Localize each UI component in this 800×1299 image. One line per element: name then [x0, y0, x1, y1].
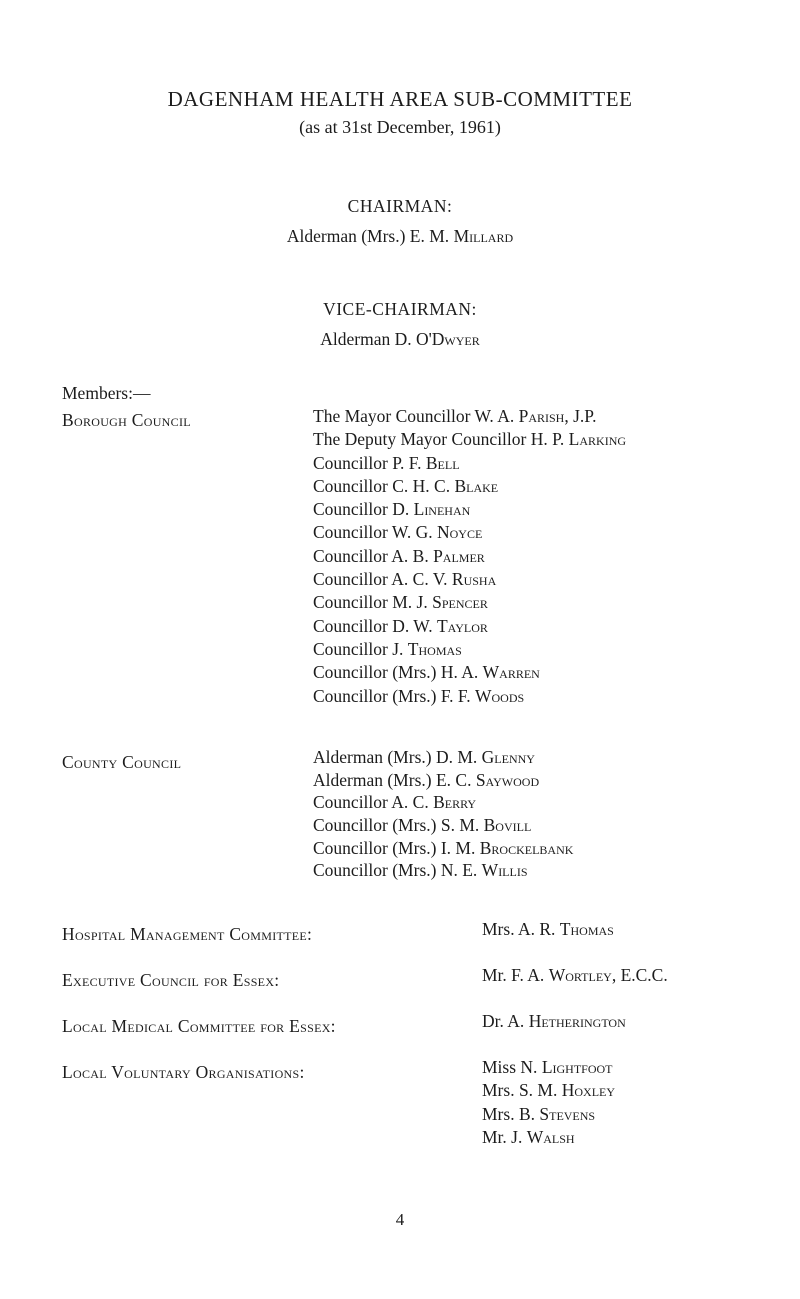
- member-entry: [313, 746, 573, 769]
- member-prefix: Councillor (Mrs.) I. M.: [313, 837, 476, 858]
- member-surname: Noyce: [436, 522, 483, 543]
- borough-council-label: Borough Council: [62, 410, 191, 430]
- member-prefix: Miss N.: [482, 1057, 538, 1077]
- member-entry: [313, 769, 573, 792]
- medical-committee-members: [482, 1010, 626, 1033]
- member-surname: Thomas: [559, 919, 614, 939]
- executive-council-members: [482, 964, 668, 987]
- member-prefix: Councillor (Mrs.) S. M.: [313, 815, 480, 836]
- member-prefix: Councillor D. W.: [313, 615, 433, 636]
- vice-chairman-name: [0, 329, 800, 350]
- county-council-label: County Council: [62, 752, 182, 772]
- member-surname: Palmer: [433, 545, 485, 566]
- voluntary-organisations-label: Local Voluntary Organisations:: [62, 1062, 305, 1082]
- member-prefix: Alderman (Mrs.) E. C.: [313, 769, 472, 790]
- vice-chairman-heading: VICE-CHAIRMAN:: [323, 299, 477, 319]
- member-prefix: Alderman (Mrs.) D. M.: [313, 747, 478, 767]
- member-surname: Taylor: [436, 615, 488, 636]
- borough-council-members: [313, 405, 626, 708]
- member-prefix: Councillor J.: [313, 638, 404, 659]
- chairman-heading: CHAIRMAN:: [347, 196, 453, 216]
- member-prefix: Mr. F. A.: [482, 965, 545, 985]
- member-surname: Parish: [518, 406, 565, 426]
- member-entry: [313, 615, 626, 638]
- chairman-name: [0, 226, 800, 247]
- page-number: 4: [395, 1210, 405, 1229]
- page-title: DAGENHAM HEALTH AREA SUB-COMMITTEE: [167, 87, 633, 111]
- member-entry: [313, 791, 573, 814]
- member-entry: [482, 1079, 615, 1102]
- member-prefix: Councillor A. B.: [313, 545, 429, 566]
- member-surname: Lightfoot: [541, 1057, 613, 1077]
- member-surname: Hoxley: [561, 1080, 616, 1101]
- member-surname: Saywood: [475, 769, 540, 790]
- member-prefix: Mrs. S. M.: [482, 1080, 558, 1101]
- vice-chairman-name-prefix: Alderman D.: [320, 329, 412, 349]
- member-surname: Hetherington: [528, 1011, 626, 1031]
- member-surname: Glenny: [481, 747, 535, 767]
- member-entry: [313, 452, 626, 475]
- member-prefix: Councillor D.: [313, 499, 410, 520]
- member-entry: [482, 1056, 615, 1079]
- member-entry: [313, 475, 626, 498]
- member-prefix: Dr. A.: [482, 1011, 525, 1031]
- member-suffix: , J.P.: [564, 406, 597, 426]
- member-surname: Warren: [482, 662, 540, 683]
- member-surname: Woods: [475, 685, 525, 706]
- member-surname: Bovill: [483, 815, 532, 836]
- member-prefix: Councillor W. G.: [313, 522, 433, 543]
- member-surname: Larking: [568, 429, 627, 450]
- member-entry: [482, 1010, 626, 1033]
- member-entry: [313, 428, 626, 451]
- member-prefix: Councillor A. C. V.: [313, 569, 448, 590]
- member-prefix: Mr. J.: [482, 1126, 523, 1147]
- member-prefix: Councillor M. J.: [313, 592, 428, 613]
- chairman-surname: Millard: [453, 226, 514, 246]
- member-surname: Willis: [481, 860, 528, 881]
- page-subtitle: (as at 31st December, 1961): [299, 117, 501, 137]
- member-entry: [482, 1103, 615, 1126]
- member-entry: [482, 964, 668, 987]
- member-prefix: The Deputy Mayor Councillor H. P.: [313, 429, 565, 450]
- member-entry: [313, 661, 626, 684]
- hospital-committee-members: [482, 918, 614, 941]
- member-prefix: Mrs. A. R.: [482, 919, 556, 939]
- member-entry: [313, 545, 626, 568]
- member-surname: Walsh: [526, 1126, 575, 1147]
- member-entry: [313, 498, 626, 521]
- member-prefix: Councillor P. F.: [313, 452, 422, 473]
- member-surname: Wortley: [548, 965, 612, 985]
- hospital-committee-label: Hospital Management Committee:: [62, 924, 313, 944]
- member-prefix: Councillor (Mrs.) F. F.: [313, 685, 471, 706]
- member-entry: [313, 638, 626, 661]
- member-surname: Bell: [425, 452, 460, 473]
- member-entry: [313, 685, 626, 708]
- member-entry: [313, 814, 573, 837]
- vice-chairman-surname: O'Dwyer: [415, 329, 480, 349]
- member-prefix: Councillor C. H. C.: [313, 475, 451, 496]
- member-prefix: Councillor A. C.: [313, 792, 429, 813]
- member-surname: Thomas: [407, 638, 462, 659]
- member-surname: Linehan: [413, 499, 471, 520]
- member-entry: [482, 918, 614, 941]
- voluntary-organisations-members: [482, 1056, 615, 1149]
- county-council-members: [313, 746, 573, 882]
- member-surname: Spencer: [432, 592, 488, 613]
- member-entry: [313, 521, 626, 544]
- member-entry: [313, 568, 626, 591]
- executive-council-label: Executive Council for Essex:: [62, 970, 280, 990]
- member-prefix: Councillor (Mrs.) N. E.: [313, 860, 478, 881]
- member-entry: [313, 405, 626, 428]
- member-entry: [313, 837, 573, 860]
- member-surname: Rusha: [451, 569, 497, 590]
- member-surname: Berry: [433, 792, 477, 813]
- member-surname: Blake: [454, 475, 499, 496]
- member-entry: [313, 859, 573, 882]
- member-suffix: , E.C.C.: [611, 965, 668, 985]
- member-entry: [482, 1126, 615, 1149]
- member-prefix: Mrs. B.: [482, 1103, 535, 1124]
- member-surname: Brockelbank: [479, 837, 574, 858]
- member-prefix: Councillor (Mrs.) H. A.: [313, 662, 479, 683]
- member-surname: Stevens: [539, 1103, 596, 1124]
- chairman-name-prefix: Alderman (Mrs.) E. M.: [286, 226, 450, 246]
- medical-committee-label: Local Medical Committee for Essex:: [62, 1016, 336, 1036]
- member-entry: [313, 591, 626, 614]
- member-prefix: The Mayor Councillor W. A.: [313, 406, 515, 426]
- members-label: Members:—: [62, 383, 151, 403]
